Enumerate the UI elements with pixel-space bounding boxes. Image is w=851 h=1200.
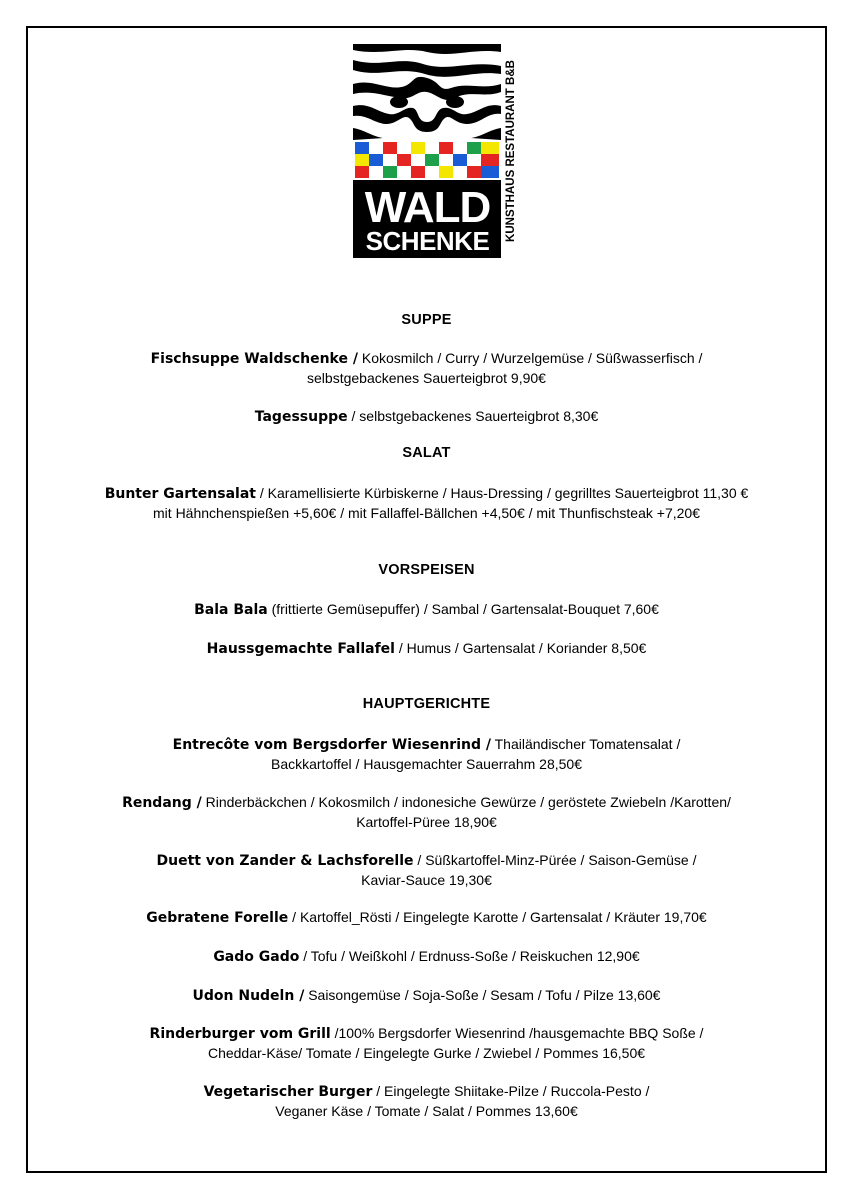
dish-description: / Karamellisierte Kürbiskerne / Haus-Dressing / gegrilltes Sauerteigbrot 11,30 € bbox=[255, 485, 749, 501]
dish-description: / Süßkartoffel-Minz-Pürée / Saison-Gemüse / bbox=[413, 852, 697, 868]
logo-block bbox=[353, 44, 501, 258]
dish-name: Gebratene Forelle bbox=[146, 910, 289, 926]
dish-description: Rinderbäckchen / Kokosmilch / indonesiche Gewürze / geröstete Zwiebeln /Karotten/ bbox=[201, 794, 731, 810]
menu-item-fischsuppe bbox=[28, 349, 825, 369]
dish-name: Rinderburger vom Grill bbox=[149, 1026, 331, 1042]
dish-name: Gado Gado bbox=[213, 949, 300, 965]
menu-item-gadogado bbox=[28, 947, 825, 967]
dish-name: Bala Bala bbox=[194, 602, 268, 618]
logo-word-schenke: SCHENKE bbox=[365, 226, 490, 256]
menu-item-rinderburger-line2: Cheddar-Käse/ Tomate / Eingelegte Gurke / Zwiebel / Pommes 16,50€ bbox=[207, 1045, 646, 1061]
menu-item-rinderburger bbox=[28, 1024, 825, 1044]
logo-word-wald: WALD bbox=[364, 183, 491, 232]
menu-item-duett-line2: Kaviar-Sauce 19,30€ bbox=[361, 872, 492, 888]
logo-vertical-text: KUNSTHAUS RESTAURANT B&B bbox=[505, 60, 517, 242]
dish-name: Duett von Zander & Lachsforelle bbox=[156, 853, 414, 869]
menu-item-gartensalat bbox=[28, 484, 825, 504]
dish-description: /100% Bergsdorfer Wiesenrind /hausgemachte BBQ Soße / bbox=[330, 1025, 704, 1041]
section-heading-suppe: SUPPE bbox=[401, 312, 452, 328]
menu-item-fischsuppe-line2: selbstgebackenes Sauerteigbrot 9,90€ bbox=[307, 370, 546, 386]
menu-item-vegburger bbox=[28, 1082, 825, 1102]
dish-description: / selbstgebackenes Sauerteigbrot 8,30€ bbox=[347, 408, 599, 424]
menu-item-rendang bbox=[28, 793, 825, 813]
menu-item-entrecote-line2: Backkartoffel / Hausgemachter Sauerrahm 28,50€ bbox=[270, 756, 583, 772]
dish-description: / Humus / Gartensalat / Koriander 8,50€ bbox=[394, 640, 647, 656]
dish-description: Kokosmilch / Curry / Wurzelgemüse / Süßwasserfisch / bbox=[357, 350, 703, 366]
dish-description: / Kartoffel_Rösti / Eingelegte Karotte / Gartensalat / Kräuter 19,70€ bbox=[288, 909, 707, 925]
dish-description: Saisongemüse / Soja-Soße / Sesam / Tofu / Pilze 13,60€ bbox=[304, 987, 661, 1003]
dish-description: / Eingelegte Shiitake-Pilze / Ruccola-Pesto / bbox=[372, 1083, 650, 1099]
dish-name: Rendang / bbox=[122, 795, 202, 811]
dish-description: Thailändischer Tomatensalat / bbox=[490, 736, 681, 752]
dish-name: Udon Nudeln / bbox=[192, 988, 305, 1004]
dish-name: Vegetarischer Burger bbox=[203, 1084, 373, 1100]
menu-item-balabala bbox=[28, 600, 825, 620]
section-heading-vorspeisen: VORSPEISEN bbox=[378, 562, 475, 578]
menu-item-entrecote bbox=[28, 735, 825, 755]
dish-name: Fischsuppe Waldschenke / bbox=[150, 351, 358, 367]
menu-item-fallafel bbox=[28, 639, 825, 659]
dish-name: Haussgemachte Fallafel bbox=[206, 641, 395, 657]
menu-item-gartensalat-line2: mit Hähnchenspießen +5,60€ / mit Fallaffel-Bällchen +4,50€ / mit Thunfischsteak +7,20€ bbox=[153, 505, 700, 521]
menu-item-rendang-line2: Kartoffel-Püree 18,90€ bbox=[356, 814, 497, 830]
section-heading-hauptgerichte: HAUPTGERICHTE bbox=[362, 696, 491, 712]
menu-item-udon bbox=[28, 986, 825, 1006]
dish-description: / Tofu / Weißkohl / Erdnuss-Soße / Reiskuchen 12,90€ bbox=[299, 948, 640, 964]
dish-name: Bunter Gartensalat bbox=[104, 486, 256, 502]
section-heading-salat: SALAT bbox=[402, 445, 451, 461]
dish-name: Tagessuppe bbox=[254, 409, 348, 425]
dish-description: (frittierte Gemüsepuffer) / Sambal / Gartensalat-Bouquet 7,60€ bbox=[267, 601, 659, 617]
menu-item-tagessuppe bbox=[28, 407, 825, 427]
menu-item-vegburger-line2: Veganer Käse / Tomate / Salat / Pommes 13,60€ bbox=[275, 1103, 578, 1119]
waldschenke-logo bbox=[353, 44, 519, 260]
menu-item-duett bbox=[28, 851, 825, 871]
menu-item-forelle bbox=[28, 908, 825, 928]
dish-name: Entrecôte vom Bergsdorfer Wiesenrind / bbox=[172, 737, 491, 753]
